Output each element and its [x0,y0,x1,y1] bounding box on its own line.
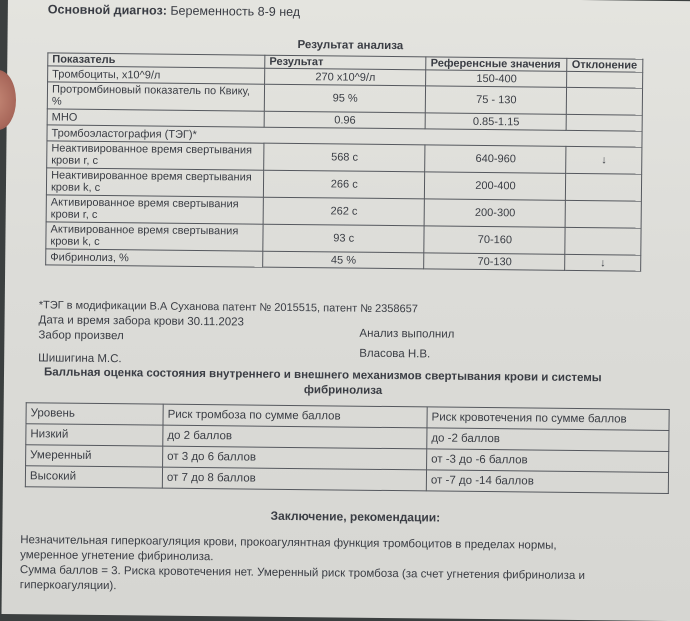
indicator-deviation [567,114,643,131]
indicator-name: Активированное время свертывания крови r, с [46,195,263,224]
indicator-reference: 640-960 [425,145,566,173]
indicator-deviation [566,173,642,201]
risk-level: Высокий [25,466,162,488]
indicator-name: Протромбиновый показатель по Квику, % [47,82,264,111]
column-header: Референсные значения [426,57,567,71]
performed-by-label: Анализ выполнил [359,327,455,341]
indicator-reference: 75 - 130 [426,86,567,114]
drawn-by-label: Забор произвел [38,329,124,343]
conclusion-line: Незначительная гиперкоагуляция крови, прокоагулянтная функция тромбоцитов в пределах нормы, [20,534,557,552]
performed-by-name: Власова Н.В. [359,347,431,361]
risk-level: Умеренный [26,445,163,467]
column-header: Риск тромбоза по сумме баллов [163,404,427,428]
lab-report-sheet [2,0,690,621]
indicator-deviation [566,200,642,228]
indicator-name: Неактивированное время свертывания крови k, с [46,168,263,197]
column-header: Результат [265,55,426,70]
diagnosis-line [48,2,300,19]
indicator-deviation: ↓ [565,254,641,271]
results-title: Результат анализа [297,39,404,53]
indicator-reference: 70-130 [424,253,565,270]
column-header: Показатель [48,53,265,68]
sampling-datetime: Дата и время забора крови 30.11.2023 [38,314,245,329]
indicator-result: 266 с [263,170,425,199]
indicator-result: 270 х10^9/л [265,68,426,86]
bleeding-risk: до -2 баллов [427,428,669,452]
indicator-result: 262 с [263,197,425,226]
teg-section-label: Тромбоэластография (ТЭГ)* [47,125,642,147]
scoring-table [25,402,670,494]
risk-level: Низкий [26,424,163,446]
indicator-result: 95 % [264,84,426,113]
bleeding-risk: от -7 до -14 баллов [426,470,668,494]
indicator-reference: 0.85-1.15 [426,113,567,130]
indicator-deviation: ↓ [566,146,642,174]
indicator-reference: 150-400 [426,70,567,87]
thrombosis-risk: до 2 баллов [163,425,427,449]
results-table [45,52,643,271]
indicator-name: Активированное время свертывания крови k, с [46,222,263,251]
indicator-result: 45 % [263,251,424,269]
indicator-name: Неактивированное время свертывания крови r, с [47,141,264,170]
indicator-reference: 200-300 [425,199,566,227]
indicator-reference: 200-400 [425,172,566,200]
indicator-name: Тромбоциты, х10^9/л [48,66,265,84]
teg-footnote: *ТЭГ в модификации В.А Суханова патент № 2015515, патент № 2358657 [38,299,418,316]
conclusion-line: умеренное угнетение фибринолиза. [20,549,214,564]
diagnosis-value: Беременность 8-9 нед [170,3,301,20]
conclusion-line: гиперкоагуляции). [19,579,117,593]
indicator-result: 93 с [263,224,425,253]
indicator-result: 568 с [264,143,426,172]
indicator-name: Фибринолиз, % [46,249,263,267]
bleeding-risk: от -3 до -6 баллов [427,449,669,473]
indicator-deviation [567,87,643,115]
column-header: Риск кровотечения по сумме баллов [427,407,669,431]
column-header: Уровень [26,403,163,425]
indicator-deviation [567,71,643,88]
diagnosis-label: Основной диагноз: [47,2,167,18]
indicator-deviation [565,227,641,255]
thrombosis-risk: от 7 до 8 баллов [162,467,426,491]
conclusion-line: Сумма баллов = 3. Риска кровотечения нет. Умеренный риск тромбоза (за счет угнетения фибринолиза и [19,564,585,583]
scoring-title-cont: фибринолиза [303,384,383,397]
drawn-by-name: Шишигина М.С. [38,352,122,366]
scoring-title: Балльная оценка состояния внутреннего и внешнего механизмов свертывания крови и системы [43,366,602,385]
indicator-name: МНО [47,109,264,127]
thrombosis-risk: от 3 до 6 баллов [163,446,427,470]
conclusion-title: Заключение, рекомендации: [270,508,441,525]
column-header: Отклонение [567,58,643,72]
indicator-reference: 70-160 [424,226,565,254]
indicator-result: 0.96 [264,111,425,129]
